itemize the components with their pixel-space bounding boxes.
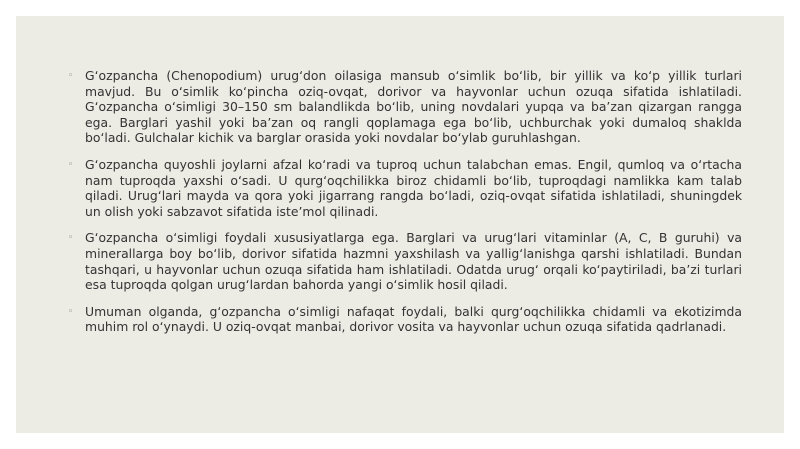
paragraph-text: G‘ozpancha o‘simligi foydali xususiyatlarga ega. Barglari va urug‘lari vitaminlar (A, C, B guruhi) va minerallarga boy bo‘lib, dorivor sifatida hazmni yaxshilash va yallig‘lanishga qarshi ishlatiladi. Bundan tashqari, u hayvonlar uchun ozuqa sifatida ham ishlatiladi. Odatda urug‘ orqali ko‘paytiriladi, ba’zi turlari esa tuproqda qolgan urug‘lardan bahorda yangi o‘simlik hosil qiladi. xyxy=(85,230,742,293)
bullet-paragraph-2 xyxy=(68,157,742,219)
bullet-circle-icon: ◦ xyxy=(68,159,74,170)
bullet-list xyxy=(68,68,742,346)
bullet-circle-icon: ◦ xyxy=(68,71,74,81)
bullet-circle-icon: ◦ xyxy=(68,306,74,317)
slide xyxy=(16,16,784,433)
bullet-paragraph-1 xyxy=(68,68,742,146)
paragraph-text: G‘ozpancha quyoshli joylarni afzal ko‘radi va tuproq uchun talabchan emas. Engil, qumloq va o‘rtacha nam tuproqda yaxshi o‘sadi. U qurg‘oqchilikka biroz chidamli bo‘lib, tuproqdagi namlikka kam talab qiladi. Urug‘lari mayda va qora yoki jigarrang rangda bo‘ladi, oziq-ovqat sifatida ishlatiladi, shuningdek un olish yoki sabzavot sifatida iste’mol qilinadi. xyxy=(85,156,742,219)
bullet-paragraph-4 xyxy=(68,304,742,335)
bullet-paragraph-3 xyxy=(68,230,742,292)
paragraph-text: Umuman olganda, g‘ozpancha o‘simligi nafaqat foydali, balki qurg‘oqchilikka chidamli va ekotizimda muhim rol o‘ynaydi. U oziq-ovqat manbai, dorivor vosita va hayvonlar uchun ozuqa sifatida qadrlanadi. xyxy=(85,303,742,335)
bullet-circle-icon: ◦ xyxy=(68,233,74,244)
paragraph-text: G‘ozpancha (Chenopodium) urug‘don oilasiga mansub o‘simlik bo‘lib, bir yillik va ko‘p yillik turlari mavjud. Bu o‘simlik ko‘pincha oziq-ovqat, dorivor va hayvonlar uchun ozuqa sifatida ishlatiladi. G‘ozpancha o‘simligi 30–150 sm balandlikda bo‘lib, uning novdalari yupqa va ba’zan qizargan rangga ega. Barglari yashil yoki ba’zan oq rangli qoplamaga ega bo‘lib, uchburchak yoki dumaloq shaklda bo‘ladi. Gulchalar kichik va barglar orasida yoki novdalar bo‘ylab guruhlashgan. xyxy=(85,68,742,146)
